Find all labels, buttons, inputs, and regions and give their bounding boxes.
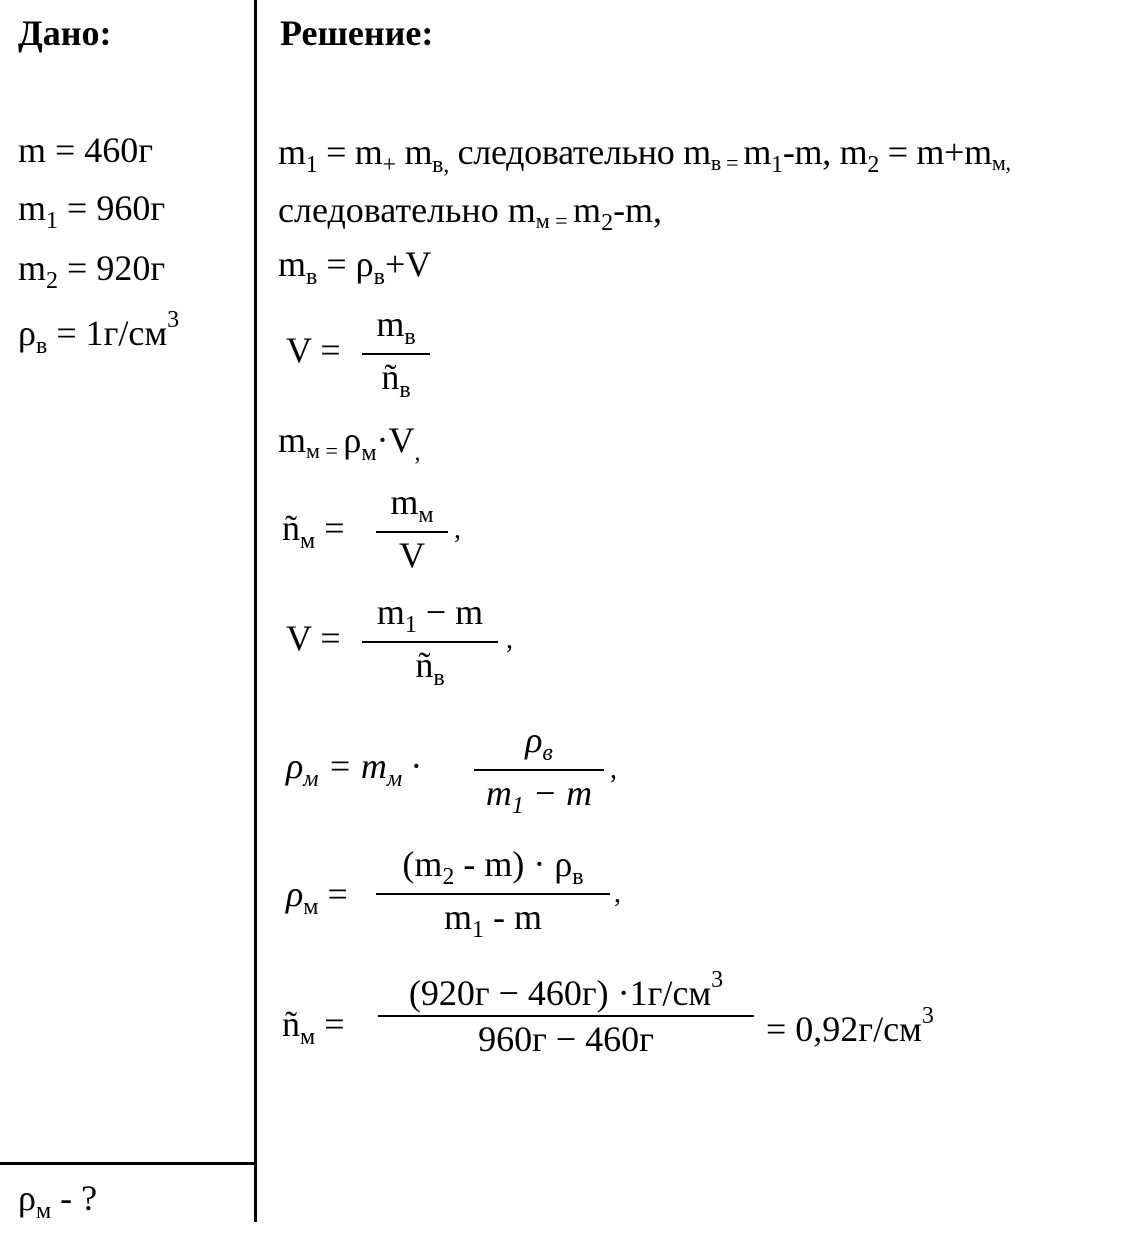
eq8-num-sub: в [542, 740, 553, 766]
eq10-result-value: = 0,92г/см [766, 1009, 922, 1049]
eq9-den-rest: - m [484, 897, 542, 937]
eq6-denominator: V [399, 535, 425, 575]
l1-g: = m+m [879, 132, 992, 172]
eq10-num-sup: 3 [711, 967, 724, 993]
l1-c-sub: в, [432, 152, 449, 178]
eq7-denominator [415, 647, 444, 690]
eq9-lhs [286, 876, 348, 919]
l1-d: следовательно m [448, 132, 711, 172]
eq9-num-b: - m) · ρ [454, 844, 573, 884]
find-quantity [18, 1180, 97, 1223]
eq6-lhs-sub: м [300, 528, 316, 554]
l5-a: m [278, 420, 307, 460]
eq6-tail: , [454, 514, 461, 545]
given-mass-1 [18, 190, 165, 233]
solution-line-1 [278, 134, 1011, 177]
eq4-lhs: V = [286, 330, 341, 370]
l2-c: -m, [613, 190, 663, 230]
eq9-den-m: m [443, 897, 472, 937]
l1-f-sub: 2 [867, 152, 880, 178]
eq10-lhs [282, 1006, 345, 1049]
eq8-den-sub: 1 [511, 793, 524, 819]
eq10-lhs-sub: м [300, 1024, 316, 1050]
eq4-bar [362, 353, 430, 355]
l5-c: ·V [376, 420, 415, 460]
l2-b-sub: 2 [601, 210, 614, 236]
l1-d-sub: в = [710, 150, 744, 175]
eq6-num-m: m [390, 482, 419, 522]
eq6-lhs-n: ñ [282, 508, 300, 548]
eq10-fraction [378, 968, 754, 1057]
eq8-den-m: m [485, 773, 512, 813]
eq8-mid: = m [327, 746, 387, 786]
eq9-den-sub: 1 [472, 917, 484, 943]
eq7-tail: , [506, 624, 513, 655]
given-mass-1-sub: 1 [46, 208, 59, 234]
given-mass-1-value: = 960г [58, 188, 166, 228]
eq10-bar [378, 1015, 754, 1017]
eq9-bar [376, 893, 610, 895]
given-density-sub: в [35, 333, 48, 359]
solution-line-3 [278, 246, 431, 289]
eq8-dot: · [411, 746, 421, 786]
eq7-numerator [377, 594, 483, 637]
solution-line-5 [278, 422, 421, 465]
l3-a-sub: в [306, 264, 318, 290]
eq8-mid-sub: м [386, 766, 403, 792]
eq10-result-sup: 3 [921, 1003, 934, 1029]
l5-c-sub: , [414, 440, 421, 466]
eq7-den-n: ñ [415, 645, 434, 685]
given-mass [18, 132, 153, 168]
given-density-symbol: ρ [18, 313, 36, 353]
column-divider [254, 0, 257, 1222]
l1-g-sub: м, [991, 150, 1011, 175]
given-mass-2 [18, 250, 165, 293]
l3-b: = ρ [317, 244, 374, 284]
given-mass-2-value: = 920г [58, 248, 166, 288]
find-symbol: ρ [18, 1178, 36, 1218]
given-density-water [18, 308, 179, 358]
l1-b: = m [317, 132, 383, 172]
eq10-denominator: 960г − 460г [478, 1019, 654, 1059]
eq8-fraction [474, 722, 604, 818]
eq4-num-m: m [376, 304, 405, 344]
l1-f: -m, m [782, 132, 868, 172]
l1-a: m [278, 132, 306, 172]
eq8-num-rho: ρ [525, 720, 543, 760]
eq7-num-m: m [376, 592, 405, 632]
eq7-num-sub: 1 [404, 612, 417, 638]
eq7-fraction [362, 594, 498, 690]
l5-b-sub: м [361, 440, 377, 466]
given-mass-1-symbol: m [18, 188, 47, 228]
eq9-num-sub: 2 [442, 864, 455, 890]
eq7-den-sub: в [433, 665, 445, 691]
eq9-tail: , [614, 878, 621, 909]
eq6-fraction [376, 484, 448, 573]
eq4-den-n: ñ [381, 357, 400, 397]
eq9-lhs-rho: ρ [286, 874, 304, 914]
eq7-num-rest: − m [416, 592, 484, 632]
eq4-den-sub: в [399, 377, 411, 403]
solution-line-2 [278, 192, 662, 235]
l5-a-sub: м = [306, 438, 344, 463]
eq8-den-rest: − m [523, 773, 593, 813]
eq8-bar [474, 769, 604, 771]
eq6-eq: = [324, 508, 345, 548]
given-density-value: = 1г/см [47, 313, 168, 353]
l3-a: m [278, 244, 307, 284]
given-mass-2-symbol: m [18, 248, 47, 288]
given-find-divider [0, 1162, 256, 1165]
eq8-lhs [286, 748, 420, 791]
l2-b: m [573, 190, 602, 230]
eq9-eq: = [327, 874, 348, 914]
eq9-numerator [402, 846, 583, 889]
given-header: Дано: [18, 13, 112, 53]
given-density-sup: 3 [167, 307, 180, 333]
eq10-lhs-n: ñ [282, 1004, 300, 1044]
eq6-lhs [282, 510, 345, 553]
solution-header: Решение: [280, 13, 434, 53]
find-sub: м [35, 1198, 52, 1224]
l3-c: +V [384, 244, 432, 284]
l1-c: m [395, 132, 433, 172]
eq9-num-sub2: в [572, 864, 584, 890]
eq8-numerator [525, 722, 553, 765]
l1-e: m [743, 132, 772, 172]
eq9-lhs-sub: м [303, 894, 319, 920]
given-mass-2-sub: 2 [46, 268, 59, 294]
l2-a-sub: м = [535, 208, 574, 233]
eq7-lhs: V = [286, 618, 341, 658]
find-question: - ? [51, 1178, 98, 1218]
eq4-num-sub: в [404, 324, 416, 350]
eq9-num-a: (m [402, 844, 443, 884]
eq4-fraction [362, 306, 430, 402]
eq6-numerator [390, 484, 433, 527]
eq4-numerator [376, 306, 415, 349]
eq6-bar [376, 531, 448, 533]
l1-e-sub: 1 [771, 152, 783, 178]
l3-b-sub: в [373, 264, 385, 290]
eq7-bar [362, 641, 498, 643]
eq9-denominator [444, 899, 542, 942]
eq10-num: (920г − 460г) ·1г/см [408, 973, 712, 1013]
eq8-tail: , [610, 754, 617, 785]
eq4-denominator [381, 359, 410, 402]
eq10-eq: = [324, 1004, 345, 1044]
given-mass-text: m = 460г [18, 130, 154, 170]
eq10-numerator [409, 968, 723, 1011]
eq8-lhs-rho: ρ [286, 746, 304, 786]
eq10-result [766, 1004, 934, 1047]
l2-a: следовательно m [278, 190, 536, 230]
eq9-fraction [376, 846, 610, 942]
l5-b: ρ [343, 420, 362, 460]
eq8-denominator [486, 775, 592, 818]
eq6-num-sub: м [418, 502, 434, 528]
l1-b-sub: + [382, 152, 396, 178]
l1-a-sub: 1 [305, 152, 318, 178]
eq8-lhs-sub: м [303, 766, 319, 792]
